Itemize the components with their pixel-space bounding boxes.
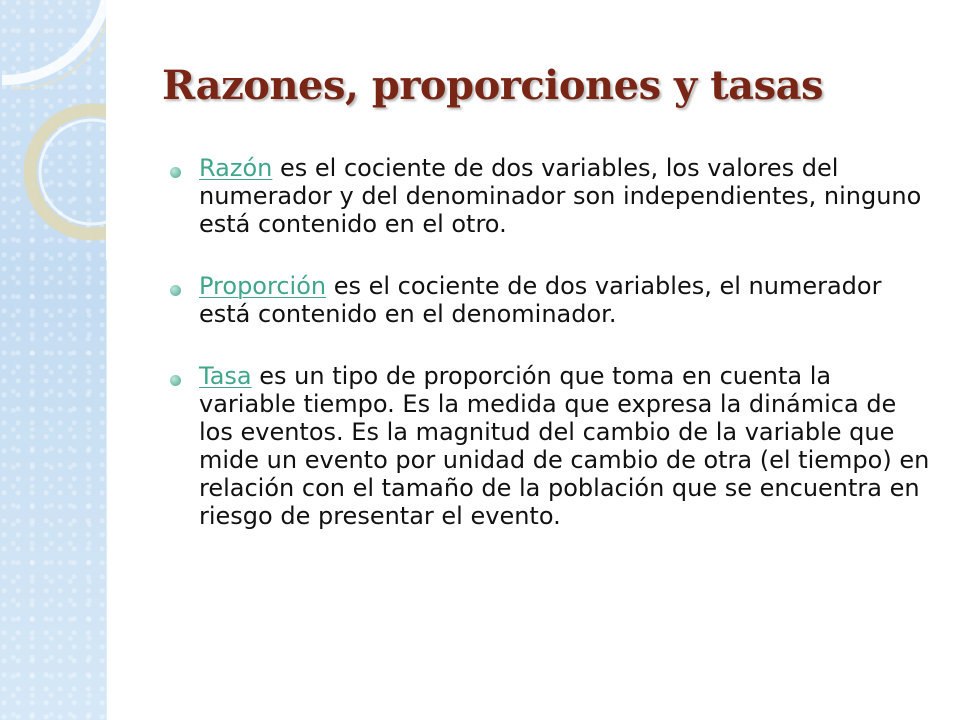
definition-text-razon: es el cociente de dos variables, los valores del numerador y del denominador son independientes, ninguno está contenido en el otro. (199, 154, 922, 238)
bullet-icon (170, 285, 181, 296)
list-item-razon (168, 154, 933, 238)
list-item-proporcion (168, 272, 933, 328)
definition-text-proporcion: es el cociente de dos variables, el numerador está contenido en el denominador. (199, 272, 882, 328)
term-link-tasa[interactable]: Tasa (199, 362, 252, 390)
slide-title: Razones, proporciones y tasas (162, 62, 824, 109)
term-link-proporcion[interactable]: Proporción (199, 272, 327, 300)
term-link-razon[interactable]: Razón (199, 154, 273, 182)
list-item-tasa (168, 362, 933, 530)
bullet-list (168, 154, 933, 564)
bullet-icon (170, 167, 181, 178)
decorative-rings (0, 0, 120, 260)
definition-text-tasa: es un tipo de proporción que toma en cuenta la variable tiempo. Es la medida que expresa la dinámica de los eventos. Es la magnitud del cambio de la variable que mide un evento por unidad de cambio de otra (el tiempo) en relación con el tamaño de la población que se encuentra en riesgo de presentar el evento. (199, 362, 930, 530)
bullet-icon (170, 375, 181, 386)
